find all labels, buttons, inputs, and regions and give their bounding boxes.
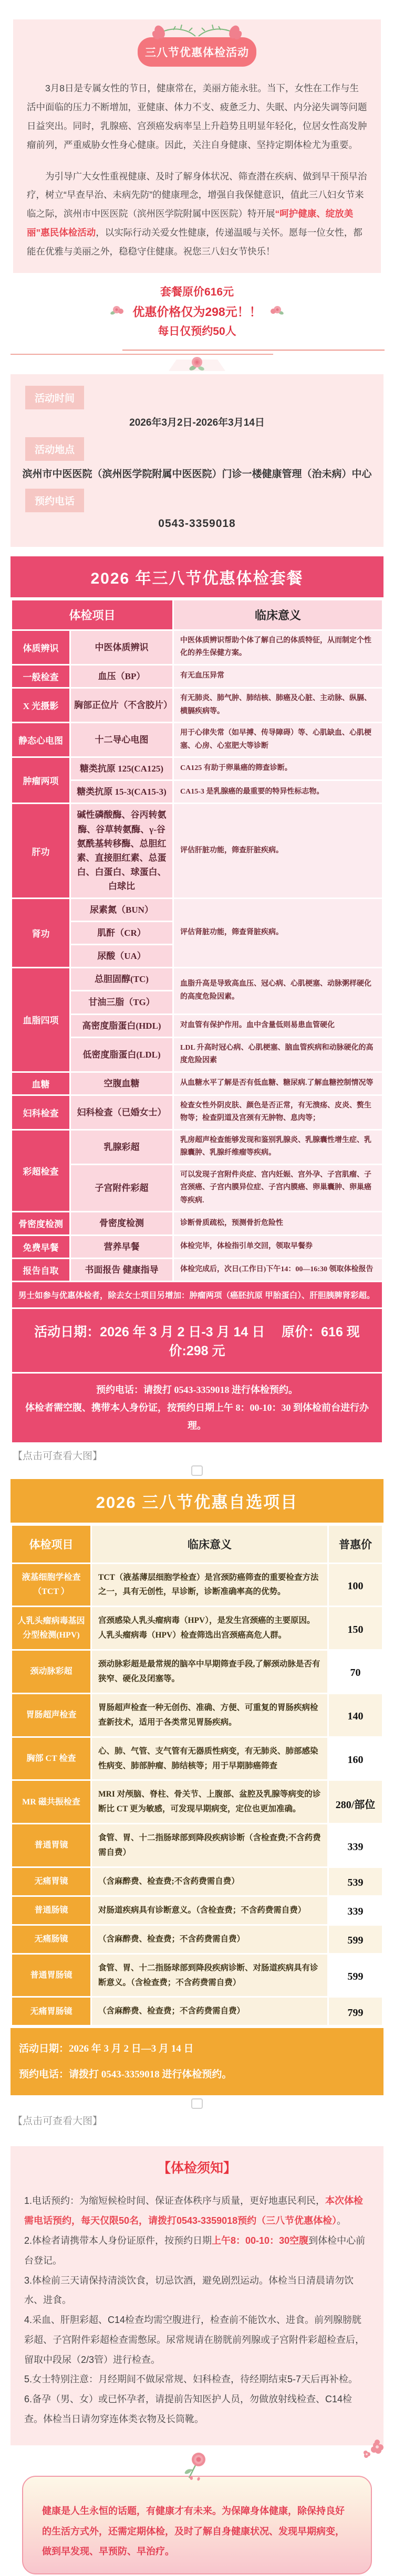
optional-col-meaning: 临床意义 — [91, 1525, 328, 1563]
package-meaning-cell: CA15-3 是乳腺癌的最重要的特异性标志物。 — [173, 780, 383, 804]
optional-price-cell: 599 — [328, 1925, 383, 1954]
table-row — [12, 1281, 383, 1308]
optional-meaning-cell: 对肠道疾病具有诊断意义。（含检查费；不含药费需自费） — [91, 1896, 328, 1925]
optional-item-cell: MR 磁共振检查 — [12, 1780, 91, 1824]
intro-paragraph-2-pre: 为引导广大女性重视健康、及时了解身体状况、筛查潜在疾病、做到早干预早治疗，树立“早查早治、未病先防”的健康理念，增强自我保健意识，值此三八妇女节来临之际，滨州市中医医院（滨州医学院附属中医医院）特开展 — [27, 171, 367, 219]
package-category-cell: 免费早餐 — [12, 1235, 70, 1258]
package-col-meaning: 临床意义 — [173, 599, 383, 630]
notice-item-text: 6.备孕（男、女）或已怀孕者，请提前告知医护人员，勿做放射线检查、C14检查。体检当日请勿穿连体类衣物及长筒靴。 — [24, 2394, 352, 2425]
closing-message-box — [22, 2476, 372, 2574]
optional-col-price: 普惠价 — [328, 1525, 383, 1563]
optional-item-cell: 人乳头瘤病毒基因分型检测(HPV) — [12, 1607, 91, 1650]
table-row — [12, 1737, 383, 1780]
package-date-cell: 活动日期：2026 年 3 月 2 日-3 月 14 日 原价：616 现价:298 元 — [12, 1308, 383, 1373]
table-row — [12, 1308, 383, 1373]
optional-meaning-cell: （含麻醉费、检查费;不含药费需自费） — [91, 1867, 328, 1896]
package-header-row — [12, 599, 383, 630]
package-item-cell: 胸部正位片（不含胶片） — [70, 688, 173, 723]
package-item-cell: 空腹血糖 — [70, 1072, 173, 1095]
optional-item-cell: 无痛肠镜 — [12, 1925, 91, 1954]
package-item-cell: 尿素氮（BUN） — [70, 898, 173, 921]
package-item-cell: 乳腺彩超 — [70, 1129, 173, 1164]
package-category-cell: 肝功 — [12, 804, 70, 898]
package-item-cell: 骨密度检测 — [70, 1212, 173, 1235]
optional-item-cell: 胸部 CT 检查 — [12, 1737, 91, 1780]
optional-price-cell: 339 — [328, 1896, 383, 1925]
closing-message-text: 健康是人生永恒的话题，有健康才有未来。为保障身体健康，除保持良好的生活方式外，还需定期体检，及时了解自身健康状况、发现早期病变，做到早发现、早预防、早治疗。 — [42, 2505, 345, 2557]
package-item-cell: 书面报告 健康指导 — [70, 1258, 173, 1281]
table-row — [12, 1235, 383, 1258]
optional-meaning-cell: 食管、胃、十二指肠球部到降段疾病诊断（含检查费;不含药费需自费） — [91, 1824, 328, 1867]
package-item-cell: 糖类抗原 125(CA125) — [70, 757, 173, 780]
table-row — [12, 1607, 383, 1650]
table-row — [12, 723, 383, 757]
optional-price-cell: 339 — [328, 1824, 383, 1867]
notice-item — [24, 2370, 370, 2390]
optional-table — [11, 1524, 383, 2027]
table-row — [12, 1896, 383, 1925]
package-meaning-cell: CA125 有助于卵巢癌的筛查诊断。 — [173, 757, 383, 780]
package-meaning-cell: 评估肾脏功能，筛查肾脏疾病。 — [173, 898, 383, 968]
optional-item-cell: 普通肠镜 — [12, 1896, 91, 1925]
notice-item-highlight: 本次体检需电话预约，每天仅限50名，请拨打0543-3359018预约（三八节优惠体检） — [24, 2195, 364, 2226]
table-row — [12, 757, 383, 780]
optional-price-cell: 140 — [328, 1693, 383, 1737]
package-meaning-cell: 可以发现子宫附件炎症、宫内妊娠、宫外孕、子宫肌瘤、子宫颈癌、子宫内膜异位症、子宫内膜癌、卵巢囊肿、卵巢癌等疾病. — [173, 1164, 383, 1212]
table-row — [12, 1693, 383, 1737]
table-row — [12, 1824, 383, 1867]
notice-item-text: 到体检中心前台登记。 — [24, 2235, 366, 2266]
optional-price-cell: 100 — [328, 1563, 383, 1607]
optional-price-cell: 539 — [328, 1867, 383, 1896]
package-phone-line1: 预约电话：请拨打 0543-3359018 进行体检预约。 — [96, 1384, 298, 1395]
package-item-cell: 尿酸（UA） — [70, 944, 173, 967]
table-row — [12, 688, 383, 723]
package-table-title: 2026 年三八节优惠体检套餐 — [11, 556, 383, 597]
phone-label-badge: 预约电话 — [25, 489, 84, 512]
table-row — [12, 968, 383, 991]
optional-header-row — [12, 1525, 383, 1563]
optional-price-cell: 70 — [328, 1650, 383, 1694]
flower-icon — [268, 304, 286, 317]
package-meaning-cell: 体检完毕，体检指引单交回，领取早餐券 — [173, 1235, 383, 1258]
optional-table-title: 2026 三八节优惠自选项目 — [11, 1479, 383, 1523]
table-row — [12, 1650, 383, 1694]
package-meaning-cell: 从血糖水平了解是否有低血糖、糖尿病.了解血糖控制情况等 — [173, 1072, 383, 1095]
table-row — [12, 804, 383, 898]
package-meaning-cell: 中医体质辨识帮助个体了解自己的体质特征，从而制定个性化的养生保健方案。 — [173, 630, 383, 664]
article-page — [0, 19, 394, 2574]
optional-meaning-cell: 颈动脉彩超是最常规的脑卒中早期筛查手段,了解颈动脉是否有狭窄、硬化及闭塞等。 — [91, 1650, 328, 1694]
package-meaning-cell: 血脂升高是导致高血压、冠心病、心肌梗塞、动脉粥样硬化的高度危险因素。 — [173, 968, 383, 1014]
price-block — [0, 273, 394, 344]
package-meaning-cell: 乳房超声检查能够发现和鉴别乳腺炎、乳腺囊性增生症、乳腺囊肿、乳腺纤维瘤等疾病。 — [173, 1129, 383, 1164]
place-label-badge: 活动地点 — [25, 437, 84, 461]
package-item-cell: 中医体质辨识 — [70, 630, 173, 664]
flower-icon — [108, 304, 126, 317]
optional-item-cell: 胃肠超声检查 — [12, 1693, 91, 1737]
original-price-line: 套餐原价616元 — [160, 286, 234, 298]
package-phone-line2: 体检者需空腹、携带本人身份证，按预约日期上午 8：00-10：30 到体检前台进行办理。 — [25, 1402, 369, 1431]
notice-item — [24, 2390, 370, 2430]
rose-icon — [183, 2452, 211, 2481]
package-category-cell: X 光摄影 — [12, 688, 70, 723]
rose-icon — [186, 355, 208, 372]
discount-price-text: 优惠价格仅为298元！！ — [132, 304, 262, 319]
table-row — [12, 1373, 383, 1443]
notice-panel — [11, 2146, 383, 2445]
optional-meaning-cell: （含麻醉费、检查费；不含药费需自费） — [91, 1925, 328, 1954]
time-value: 2026年3月2日-2026年3月14日 — [129, 417, 265, 428]
blossom-icon — [359, 2438, 385, 2459]
package-table — [11, 599, 383, 1444]
notice-item — [24, 2191, 370, 2231]
footer-decorations — [0, 2445, 394, 2476]
info-panel — [11, 374, 383, 547]
place-value: 滨州市中医医院（滨州医学院附属中医医院）门诊一楼健康管理（治未病）中心 — [22, 468, 372, 480]
package-meaning-cell: 对血管有保护作用。血中含量低则易患血管硬化 — [173, 1014, 383, 1037]
panel-notch — [0, 360, 394, 374]
divider-line — [11, 354, 273, 355]
package-category-cell: 报告自取 — [12, 1258, 70, 1281]
table-row — [12, 1212, 383, 1235]
phone-value: 0543-3359018 — [158, 517, 236, 530]
notice-item-text: 5.女士特别注意：月经期间不做尿常规、妇科检查，待经期结束5-7天后再补检。 — [24, 2374, 358, 2385]
table-row — [12, 1867, 383, 1896]
package-category-cell: 一般检查 — [12, 664, 70, 688]
package-item-cell: 肌酐（CR） — [70, 921, 173, 944]
intro-paragraph-2-post: ，以实际行动关爱女性健康，传递温暖与关怀。愿每一位女性，都能在优雅与美丽之外，稳稳守住健康。祝您三八妇女节快乐！ — [27, 227, 362, 257]
package-meaning-cell: 有无肺炎、肺气肿、肺结核、肺癌及心脏、主动脉、纵膈、横膈疾病等。 — [173, 688, 383, 723]
carnation-flowers-icon — [142, 23, 252, 46]
package-category-cell: 血糖 — [12, 1072, 70, 1095]
view-large-image-link[interactable]: 【点击可查看大图】 — [13, 2116, 103, 2127]
activity-title-badge: 三八节优惠体检活动 — [138, 37, 256, 67]
package-category-cell: 血脂四项 — [12, 968, 70, 1072]
view-large-image-link[interactable]: 【点击可查看大图】 — [13, 1450, 103, 1462]
table-row — [12, 1925, 383, 1954]
time-label-badge: 活动时间 — [25, 386, 84, 409]
notice-item-text: 4.采血、肝胆彩超、C14检查均需空腹进行，检查前不能饮水、进食。前列腺膀胱彩超、子宫附件彩超检查需憋尿。尿常规请在膀胱前列腺或子宫附件彩超检查后，留取中段尿（2/3管）进行检查。 — [24, 2315, 365, 2365]
package-category-cell: 妇科检查 — [12, 1095, 70, 1129]
optional-price-cell: 280/部位 — [328, 1780, 383, 1824]
table-row — [12, 630, 383, 664]
package-item-cell: 血压（BP） — [70, 664, 173, 688]
notice-item — [24, 2271, 370, 2311]
notice-title: 【体检须知】 — [157, 2161, 236, 2176]
package-item-cell: 营养早餐 — [70, 1235, 173, 1258]
table-row — [12, 1258, 383, 1281]
optional-price-cell: 799 — [328, 1997, 383, 2026]
optional-item-cell: 无痛胃肠镜 — [12, 1997, 91, 2026]
optional-meaning-cell: 胃肠超声检查一种无创伤、准确、方便、可重复的胃肠疾病检查新技术，适用于各类常见胃肠疾病。 — [91, 1693, 328, 1737]
package-phone-cell — [12, 1373, 383, 1443]
package-meaning-cell: 诊断骨质疏松，预测骨折危险性 — [173, 1212, 383, 1235]
table-row — [12, 1780, 383, 1824]
package-meaning-cell: 评估肝脏功能，筛查肝脏疾病。 — [173, 804, 383, 898]
table-row — [12, 1563, 383, 1607]
optional-price-cell: 150 — [328, 1607, 383, 1650]
optional-meaning-cell: 食管、胃、十二指肠球部到降段疾病诊断、对肠道疾病具有诊断意义。（含检查费；不含药费需自费） — [91, 1954, 328, 1997]
intro-paragraph-2 — [13, 167, 381, 261]
package-item-cell: 糖类抗原 15-3(CA15-3) — [70, 780, 173, 804]
table-row — [12, 1095, 383, 1129]
package-category-cell: 静态心电图 — [12, 723, 70, 757]
notice-item-text: 2.体检者请携带本人身份证原件，按预约日期 — [24, 2235, 212, 2246]
optional-item-cell: 普通胃肠镜 — [12, 1954, 91, 1997]
optional-col-item: 体检项目 — [12, 1525, 91, 1563]
daily-quota-line: 每日仅预约50人 — [158, 325, 236, 337]
package-category-cell: 彩超检查 — [12, 1129, 70, 1212]
optional-price-cell: 599 — [328, 1954, 383, 1997]
table-row — [12, 1129, 383, 1164]
optional-item-cell: 颈动脉彩超 — [12, 1650, 91, 1694]
package-meaning-cell: 用于心律失常（如早搏、传导障碍）等、心肌缺血、心肌梗塞、心房、心室肥大等诊断 — [173, 723, 383, 757]
package-category-cell: 肿瘤两项 — [12, 757, 70, 804]
package-category-cell: 体质辨识 — [12, 630, 70, 664]
package-item-cell: 总胆固醇(TC) — [70, 968, 173, 991]
package-category-cell: 骨密度检测 — [12, 1212, 70, 1235]
discount-price-line — [0, 302, 394, 320]
table-row — [12, 898, 383, 921]
optional-item-cell: 液基细胞学检查（TCT ） — [12, 1563, 91, 1607]
package-col-item: 体检项目 — [12, 599, 173, 630]
male-note-cell: 男士如参与优惠体检者，除去女士项目另增加：肿瘤两项（癌胚抗原 甲胎蛋白）、肝胆胰脾肾彩超。 — [12, 1281, 383, 1308]
table-row — [12, 664, 383, 688]
optional-footer-date: 活动日期：2026 年 3 月 2 日—3 月 14 日 — [19, 2043, 194, 2055]
notice-item-text: 3.体检前三天请保持清淡饮食，切忌饮酒，避免剧烈运动。体检当日清晨请勿饮水、进食。 — [24, 2275, 354, 2306]
package-item-cell: 碱性磷酸酶、谷丙转氨酶、谷草转氨酶、γ-谷氨酰基转移酶、总胆红素、直接胆红素、总蛋白、白蛋白、球蛋白、白球比 — [70, 804, 173, 898]
notice-item — [24, 2231, 370, 2271]
optional-table-footer — [11, 2028, 383, 2095]
divider-line — [122, 350, 385, 351]
notice-item-text: 1.电话预约：为缩短候检时间、保证查体秩序与质量，更好地惠民利民， — [24, 2195, 326, 2207]
optional-meaning-cell: （含麻醉费、检查费；不含药费需自费） — [91, 1997, 328, 2026]
optional-footer-phone: 预约电话：请拨打 0543-3359018 进行体检预约。 — [19, 2069, 232, 2081]
optional-meaning-cell: 心、肺、气管、支气管有无器质性病变，有无肺炎、肺部感染性病变、肺部肿瘤、肺结核等；用于早期肺癌筛查 — [91, 1737, 328, 1780]
intro-paragraph-2-highlight: “呵护健康、绽放美丽”惠民体检活动 — [27, 208, 354, 238]
table-row — [12, 1954, 383, 1997]
package-item-cell: 低密度脂蛋白(LDL) — [70, 1037, 173, 1072]
package-meaning-cell: 有无血压异常 — [173, 664, 383, 688]
package-item-cell: 甘油三脂（TG） — [70, 991, 173, 1014]
package-item-cell: 妇科检查（已婚女士） — [70, 1095, 173, 1129]
optional-meaning-cell: MRI 对颅脑、脊柱、骨关节、上腹部、盆腔及乳腺等病变的诊断比 CT 更为敏感，可发现早期病变，定位也更加准确。 — [91, 1780, 328, 1824]
intro-panel — [13, 19, 381, 273]
package-item-cell: 十二导心电图 — [70, 723, 173, 757]
package-meaning-cell: 体检完成后，次日(工作日)下午14：00—16:30 领取体检报告 — [173, 1258, 383, 1281]
image-placeholder-icon — [191, 1465, 203, 1476]
package-meaning-cell: 检查女性外阴皮肤、颜色是否正常，有无溃疡、皮炎、赘生物等；检查阴道及宫颈有无肿物、息肉等； — [173, 1095, 383, 1129]
package-meaning-cell: LDL 升高时冠心病、心肌梗塞、脑血管疾病和动脉硬化的高度危险因素 — [173, 1037, 383, 1072]
notice-item-highlight: 上午8：00-10：30空腹 — [212, 2235, 309, 2246]
intro-paragraph-1: 3月8日是专属女性的节日，健康常在，美丽方能永驻。当下，女性在工作与生活中面临的压力不断增加，亚健康、体力不支、疲惫乏力、失眠、内分泌失调等问题日益突出。同时，乳腺癌、宫颈癌发病率呈上升趋势且明显年轻化，位居女性高发肿瘤前列，严重威胁女性身心健康。因此，关注自身健康、坚持定期体检尤为重要。 — [27, 83, 367, 150]
optional-meaning-cell: 宫颈感染人乳头瘤病毒（HPV），是发生宫颈癌的主要原因。人乳头瘤病毒（HPV）检查筛选出宫颈癌高危人群。 — [91, 1607, 328, 1650]
package-category-cell: 肾功 — [12, 898, 70, 968]
package-item-cell: 子宫附件彩超 — [70, 1164, 173, 1212]
notice-item-text: 。 — [337, 2215, 347, 2226]
notice-item — [24, 2310, 370, 2370]
package-item-cell: 高密度脂蛋白(HDL) — [70, 1014, 173, 1037]
optional-item-cell: 无痛胃镜 — [12, 1867, 91, 1896]
table-row — [12, 1997, 383, 2026]
optional-item-cell: 普通胃镜 — [12, 1824, 91, 1867]
optional-meaning-cell: TCT（液基薄层细胞学检查）是宫颈防癌筛查的重要检查方法之一，具有无创性，早诊断，诊断准确率高的优势。 — [91, 1563, 328, 1607]
image-placeholder-icon — [191, 2098, 203, 2109]
optional-price-cell: 160 — [328, 1737, 383, 1780]
table-row — [12, 1072, 383, 1095]
